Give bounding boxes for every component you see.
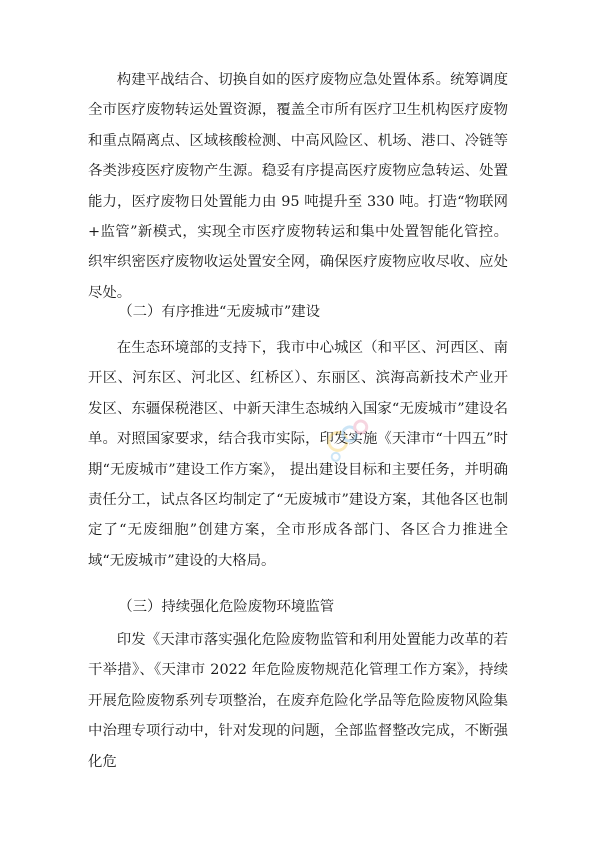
paragraph-medical-waste: 构建平战结合、切换自如的医疗废物应急处置体系。统筹调度全市医疗废物转运处置资源，覆盖全市所有医疗卫生机构医疗废物和重点隔离点、区域核酸检测、中高风险区、机场、港口、冷链等各类涉疫医疗废物产生源。稳妥有序提高医疗废物应急转运、处置能力，医疗废物日处置能力由 95 吨提升至 330 吨。打造“物联网+监管”新模式，实现全市医疗废物转运和集中处置智能化管控。织牢织密医疗废物收运处置安全网，确保医疗废物应收尽收、应处尽处。: [88, 72, 508, 301]
section-heading-zero-waste-city: （二）有序推进“无废城市”建设: [118, 304, 321, 320]
section-heading-hazardous-waste: （三）持续强化危险废物环境监管: [118, 599, 335, 615]
paragraph-zero-waste-city: 在生态环境部的支持下，我市中心城区（和平区、河西区、南开区、河东区、河北区、红桥区）、东丽区、滨海高新技术产业开发区、东疆保税港区、中新天津生态城纳入国家“无废城市”建设名单。对照国家要求，结合我市实际，印发实施《天津市“十四五”时期“无废城市”建设工作方案》， 提出建设目标和主要任务，并明确责任分工，试点各区均制定了“无废城市”建设方案，其他各区也制定了“无废细胞”创建方案，全市形成各部门、各区合力推进全域“无废城市”建设的大格局。: [88, 340, 508, 569]
paragraph-hazardous-waste: 印发《天津市落实强化危险废物监管和利用处置能力改革的若干举措》、《天津市 2022 年危险废物规范化管理工作方案》，持续开展危险废物系列专项整治，在废弃危险化学品等危险废物风险集中治理专项行动中，针对发现的问题，全部监督整改完成，不断强化危: [88, 632, 508, 770]
